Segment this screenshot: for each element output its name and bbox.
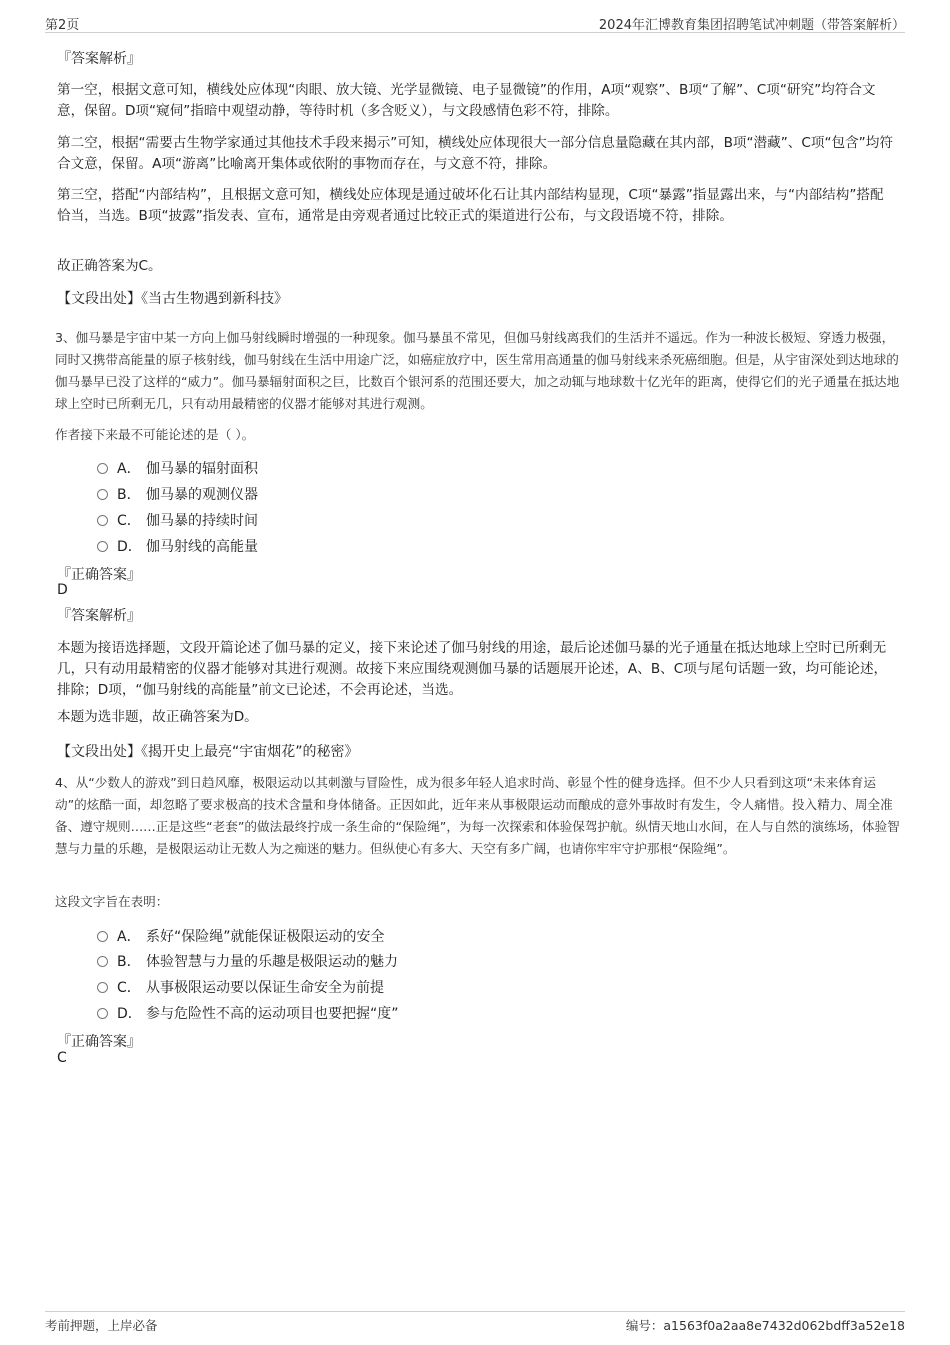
q2-analysis-p1: 第一空，根据文意可知，横线处应体现“肉眼、放大镜、光学显微镜、电子显微镜”的作用，A项“观察”、B项“了解”、C项“研究”均符合文意，保留。D项“窥伺”指暗中观望动静，等待时机（多含贬义），与文段感情色彩不符，排除。	[57, 82, 876, 119]
q4-answer-label: 『正确答案』	[57, 1034, 141, 1050]
option-text: 体验智慧与力量的乐趣是极限运动的魅力	[146, 954, 398, 970]
q3-option-a[interactable]	[97, 458, 258, 478]
q3-prompt: 作者接下来最不可能论述的是（ ）。	[55, 427, 255, 442]
radio-icon[interactable]	[97, 463, 108, 474]
document-title: 2024年汇博教育集团招聘笔试冲刺题（带答案解析）	[598, 18, 905, 33]
option-text: 伽马暴的辐射面积	[146, 461, 258, 477]
q4-answer: C	[57, 1050, 67, 1066]
option-letter: C．	[117, 980, 141, 996]
q2-conclusion: 故正确答案为C。	[57, 258, 162, 274]
option-text: 伽马暴的观测仪器	[146, 487, 258, 503]
q3-stem: 3、伽马暴是宇宙中某一方向上伽马射线瞬时增强的一种现象。伽马暴虽不常见，但伽马射线离我们的生活并不遥远。作为一种波长极短、穿透力极强，同时又携带高能量的原子核射线，伽马射线在生活中用途广泛，如癌症放疗中，医生常用高通量的伽马射线来杀死癌细胞。但是，从宇宙深处到达地球的伽马暴早已没了这样的“威力”。伽马暴辐射面积之巨，比数百个银河系的范围还要大，加之动辄与地球数十亿光年的距离，使得它们的光子通量在抵达地球上空时已所剩无几，只有动用最精密的仪器才能够对其进行观测。	[55, 330, 900, 411]
document-code: 编号：a1563f0a2aa8e7432d062bdff3a52e18	[625, 1318, 905, 1333]
q2-source: 【文段出处】《当古生物遇到新科技》	[57, 291, 288, 307]
page-footer	[45, 1311, 905, 1334]
radio-icon[interactable]	[97, 931, 108, 942]
page-header	[45, 12, 905, 33]
q3-answer: D	[57, 582, 68, 598]
option-letter: A．	[117, 461, 141, 477]
q2-analysis-p3: 第三空，搭配“内部结构”，且根据文意可知，横线处应体现是通过破坏化石让其内部结构显现，C项“暴露”指显露出来，与“内部结构”搭配恰当，当选。B项“披露”指发表、宣布，通常是由旁观者通过比较正式的渠道进行公布，与文段语境不符，排除。	[57, 187, 884, 224]
q4-option-d[interactable]	[97, 1003, 399, 1023]
page-number: 第2页	[45, 18, 80, 33]
option-letter: B．	[117, 954, 141, 970]
q4-option-b[interactable]	[97, 951, 398, 971]
q4-stem: 4、从“少数人的游戏”到日趋风靡，极限运动以其刺激与冒险性，成为很多年轻人追求时尚、彰显个性的健身选择。但不少人只看到这项“未来体育运动”的炫酷一面，却忽略了要求极高的技术含量和身体储备。正因如此，近年来从事极限运动而酿成的意外事故时有发生，令人痛惜。投入精力、周全准备、遵守规则……正是这些“老套”的做法最终拧成一条生命的“保险绳”，为每一次探索和体验保驾护航。纵情天地山水间，在人与自然的演练场，体验智慧与力量的乐趣，是极限运动让无数人为之痴迷的魅力。但纵使心有多大、天空有多广阔，也请你牢牢守护那根“保险绳”。	[55, 775, 900, 856]
radio-icon[interactable]	[97, 541, 108, 552]
q3-analysis-label: 『答案解析』	[57, 608, 141, 624]
option-text: 参与危险性不高的运动项目也要把握“度”	[146, 1006, 399, 1022]
option-text: 系好“保险绳”就能保证极限运动的安全	[146, 929, 385, 945]
option-text: 伽马暴的持续时间	[146, 513, 258, 529]
option-letter: D．	[117, 1006, 142, 1022]
option-letter: A．	[117, 929, 141, 945]
q4-prompt: 这段文字旨在表明：	[55, 894, 169, 909]
q3-source: 【文段出处】《揭开史上最亮“宇宙烟花”的秘密》	[57, 744, 359, 760]
q3-option-c[interactable]	[97, 510, 258, 530]
q3-option-b[interactable]	[97, 484, 258, 504]
q2-analysis-p2: 第二空，根据“需要古生物学家通过其他技术手段来揭示”可知，横线处应体现很大一部分信息量隐藏在其内部，B项“潜藏”、C项“包含”均符合文意，保留。A项“游离”比喻离开集体或依附的事物而存在，与文意不符，排除。	[57, 135, 893, 172]
option-letter: D．	[117, 539, 142, 555]
q4-option-c[interactable]	[97, 977, 384, 997]
q2-analysis-label: 『答案解析』	[57, 51, 141, 67]
footer-slogan: 考前押题，上岸必备	[45, 1318, 158, 1333]
option-text: 从事极限运动要以保证生命安全为前提	[146, 980, 384, 996]
option-letter: B．	[117, 487, 141, 503]
radio-icon[interactable]	[97, 956, 108, 967]
option-letter: C．	[117, 513, 141, 529]
radio-icon[interactable]	[97, 489, 108, 500]
radio-icon[interactable]	[97, 515, 108, 526]
radio-icon[interactable]	[97, 982, 108, 993]
q3-analysis: 本题为接语选择题，文段开篇论述了伽马暴的定义，接下来论述了伽马射线的用途，最后论述伽马暴的光子通量在抵达地球上空时已所剩无几，只有动用最精密的仪器才能够对其进行观测。故接下来应围绕观测伽马暴的话题展开论述，A、B、C项与尾句话题一致，均可能论述，排除；D项，“伽马射线的高能量”前文已论述，不会再论述，当选。	[57, 640, 888, 698]
option-text: 伽马射线的高能量	[146, 539, 258, 555]
q4-option-a[interactable]	[97, 926, 385, 946]
q3-option-d[interactable]	[97, 536, 258, 556]
radio-icon[interactable]	[97, 1008, 108, 1019]
q3-conclusion: 本题为选非题，故正确答案为D。	[57, 709, 258, 725]
q3-answer-label: 『正确答案』	[57, 567, 141, 583]
